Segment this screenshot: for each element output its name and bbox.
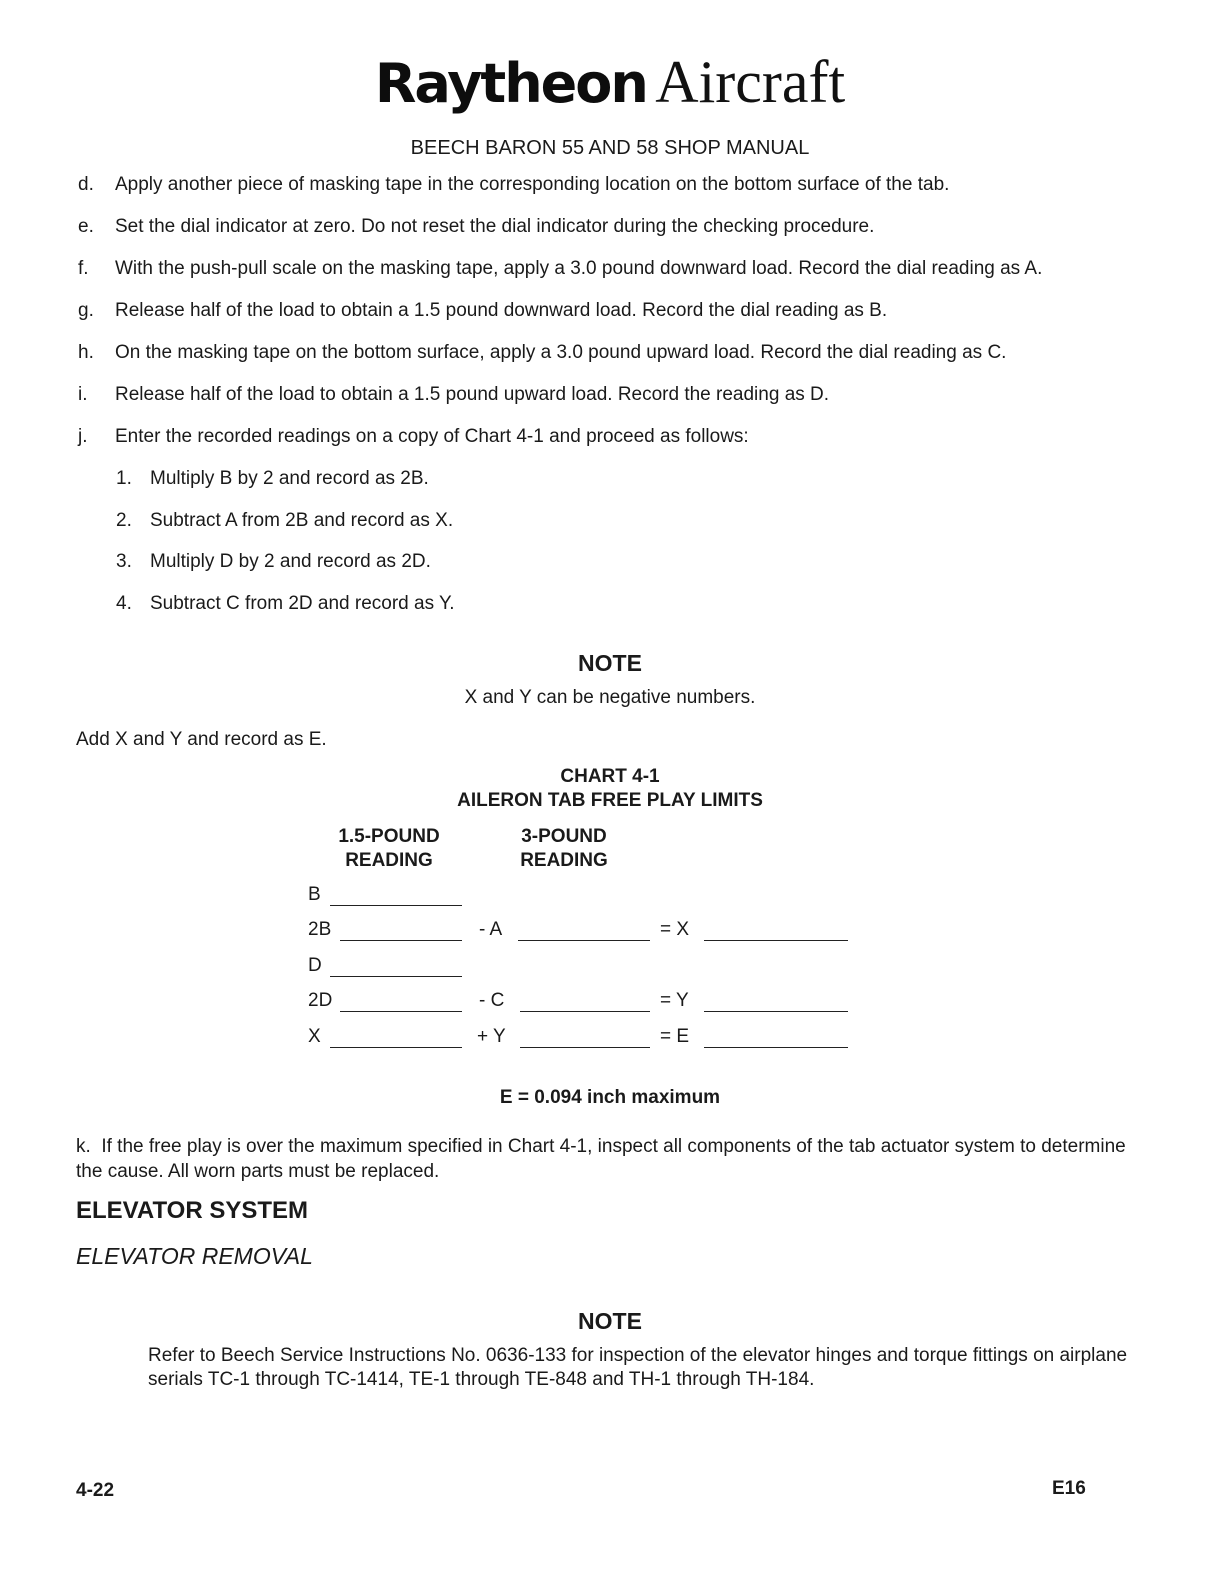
step-i	[78, 384, 829, 406]
x-entry-line[interactable]	[704, 940, 848, 941]
substep-text: Multiply B by 2 and record as 2B.	[150, 468, 429, 489]
step-text: Release half of the load to obtain a 1.5 pound downward load. Record the dial reading as B.	[115, 300, 888, 321]
2b-entry-line[interactable]	[340, 940, 462, 941]
step-label: g.	[78, 300, 94, 321]
chart-row-d	[308, 955, 868, 985]
logo-suffix: Aircraft	[655, 49, 846, 115]
substep-text: Subtract C from 2D and record as Y.	[150, 593, 455, 614]
row-label: D	[308, 955, 322, 976]
substep-3	[116, 551, 431, 573]
revision-code: E16	[1052, 1478, 1086, 1499]
row-label: 2D	[308, 990, 333, 1011]
note-heading: NOTE	[578, 1308, 642, 1334]
row-operator: + Y	[477, 1026, 506, 1047]
note-text: X and Y can be negative numbers.	[464, 687, 756, 708]
step-label: d.	[78, 174, 94, 195]
add-instruction: Add X and Y and record as E.	[76, 729, 327, 750]
step-label: j.	[78, 426, 88, 447]
row-label: X	[308, 1026, 321, 1047]
column-header-line: READING	[345, 850, 433, 871]
x-sum-entry-line[interactable]	[330, 1047, 462, 1048]
substep-label: 1.	[116, 468, 132, 489]
substep-label: 3.	[116, 551, 132, 572]
step-label: i.	[78, 384, 88, 405]
step-label: h.	[78, 342, 94, 363]
row-label: 2B	[308, 919, 332, 940]
substep-text: Subtract A from 2B and record as X.	[150, 510, 454, 531]
substep-1	[116, 468, 429, 490]
y-sum-entry-line[interactable]	[520, 1047, 650, 1048]
raytheon-logo	[0, 49, 1220, 115]
substep-4	[116, 593, 455, 615]
logo-brand: Raytheon	[374, 52, 647, 115]
chart-limit: E = 0.094 inch maximum	[499, 1087, 721, 1108]
column-header-1-5-pound	[319, 825, 459, 873]
row-operator: - A	[479, 919, 503, 940]
section-heading: ELEVATOR SYSTEM	[76, 1197, 309, 1224]
row-label: B	[308, 884, 321, 905]
chart-title: AILERON TAB FREE PLAY LIMITS	[457, 790, 763, 811]
chart-number: CHART 4-1	[560, 766, 660, 787]
chart-row-2d	[308, 990, 868, 1020]
note-heading: NOTE	[578, 650, 642, 676]
b-entry-line[interactable]	[330, 905, 462, 906]
d-entry-line[interactable]	[330, 976, 462, 977]
2d-entry-line[interactable]	[340, 1011, 462, 1012]
step-text: Enter the recorded readings on a copy of Chart 4-1 and proceed as follows:	[115, 426, 749, 447]
step-text: Apply another piece of masking tape in the corresponding location on the bottom surface of the tab.	[115, 174, 950, 195]
step-label: e.	[78, 216, 94, 237]
row-result: = X	[660, 919, 690, 940]
step-text: Release half of the load to obtain a 1.5 pound upward load. Record the reading as D.	[115, 384, 830, 405]
substep-label: 2.	[116, 510, 132, 531]
step-g	[78, 300, 887, 322]
step-e	[78, 216, 874, 238]
row-result: = E	[660, 1026, 690, 1047]
step-label: k.	[76, 1136, 91, 1157]
row-operator: - C	[479, 990, 505, 1011]
step-text: With the push-pull scale on the masking tape, apply a 3.0 pound downward load. Record the dial reading as A.	[115, 258, 1043, 279]
step-j	[78, 426, 749, 448]
step-h	[78, 342, 1006, 364]
column-header-3-pound	[494, 825, 634, 873]
row-result: = Y	[660, 990, 689, 1011]
chart-row-2b	[308, 919, 868, 949]
column-header-line: READING	[520, 850, 608, 871]
step-d	[78, 174, 949, 196]
e-entry-line[interactable]	[704, 1047, 848, 1048]
subsection-heading: ELEVATOR REMOVAL	[76, 1243, 313, 1269]
chart-row-b	[308, 884, 868, 914]
column-header-line: 3-POUND	[521, 826, 607, 847]
substep-label: 4.	[116, 593, 132, 614]
step-text: If the free play is over the maximum specified in Chart 4-1, inspect all components of the tab actuator system to determine the cause. All worn parts must be replaced.	[76, 1136, 1126, 1182]
c-entry-line[interactable]	[520, 1011, 650, 1012]
manual-title: BEECH BARON 55 AND 58 SHOP MANUAL	[410, 137, 810, 159]
substep-2	[116, 510, 453, 532]
step-text: On the masking tape on the bottom surface, apply a 3.0 pound upward load. Record the dial reading as C.	[115, 342, 1007, 363]
a-entry-line[interactable]	[518, 940, 650, 941]
step-f	[78, 258, 1042, 280]
chart-row-x	[308, 1026, 868, 1056]
substep-text: Multiply D by 2 and record as 2D.	[150, 551, 431, 572]
step-k	[76, 1134, 1156, 1184]
step-text: Set the dial indicator at zero. Do not reset the dial indicator during the checking procedure.	[115, 216, 875, 237]
step-label: f.	[78, 258, 89, 279]
y-entry-line[interactable]	[704, 1011, 848, 1012]
note-text: Refer to Beech Service Instructions No. 0636-133 for inspection of the elevator hinges and torque fittings on airplane serials TC-1 through TC-1414, TE-1 through TE-848 and TH-1 through TH-184.	[148, 1345, 1128, 1390]
page-number: 4-22	[76, 1480, 115, 1501]
column-header-line: 1.5-POUND	[338, 826, 440, 847]
